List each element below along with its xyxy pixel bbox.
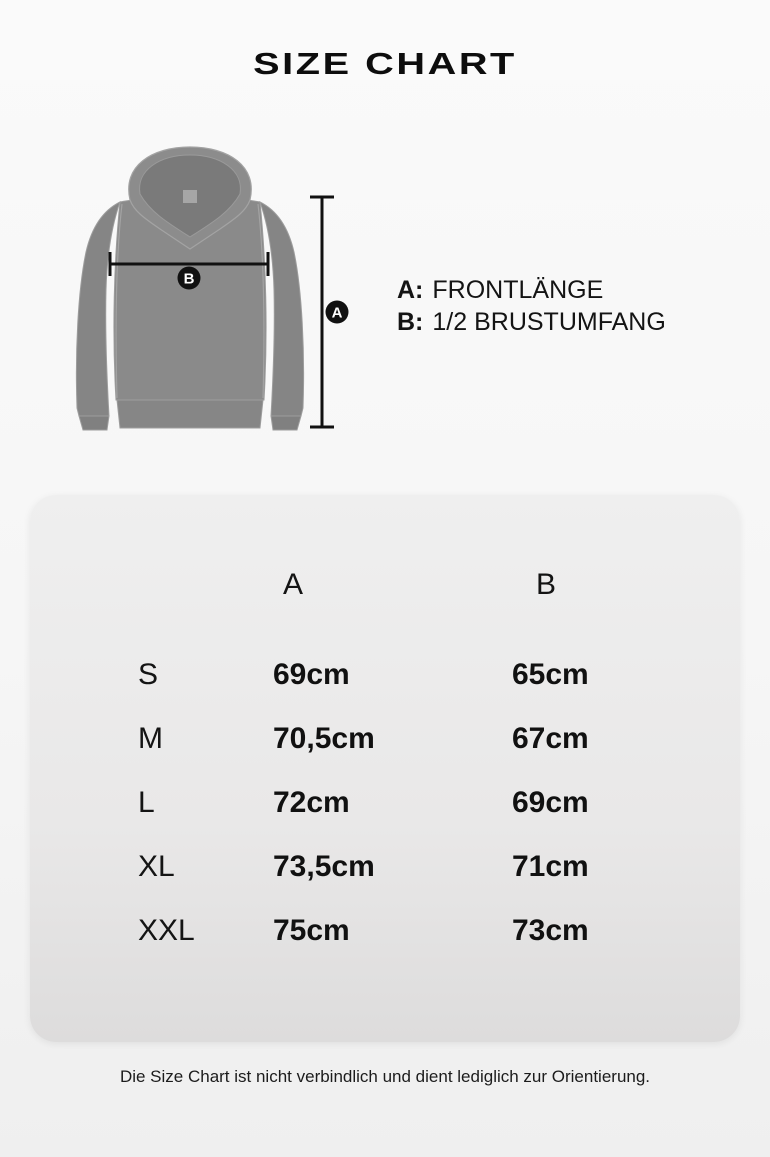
page-title-text: SIZE CHART: [253, 46, 517, 81]
table-header-spacer: [138, 613, 740, 643]
table-row-s-size: S: [138, 658, 159, 691]
table-row-xl-b: 71cm: [512, 850, 589, 883]
table-row-m-size: M: [138, 722, 163, 755]
table-row-xxl-b: 73cm: [512, 914, 589, 947]
table-row-l-size: L: [138, 786, 155, 819]
table-row-xxl-a: 75cm: [273, 914, 350, 947]
hoodie-measurement-diagram: [60, 140, 370, 450]
table-row-s-a: 69cm: [273, 658, 350, 691]
hoodie-right-cuff: [271, 416, 301, 430]
legend-label-b: 1/2 BRUSTUMFANG: [432, 308, 666, 336]
size-table: [30, 495, 740, 963]
legend-row-b: [397, 306, 666, 338]
disclaimer-text: Die Size Chart ist nicht verbindlich und dient lediglich zur Orientierung.: [119, 1067, 651, 1086]
hoodie-neck-label: [183, 190, 197, 203]
table-row-l-a: 72cm: [273, 786, 350, 819]
table-row-xl-a: 73,5cm: [273, 850, 375, 883]
table-row-xxl-size: XXL: [138, 914, 195, 947]
column-header-a: A: [283, 568, 304, 601]
size-column-header: [138, 557, 273, 613]
hoodie-hem-band: [117, 400, 263, 428]
hoodie-illustration: [60, 140, 370, 450]
legend-row-a: [397, 274, 666, 306]
table-row-xl-size: XL: [138, 850, 175, 883]
table-row-l-b: 69cm: [512, 786, 589, 819]
table-row-s-b: 65cm: [512, 658, 589, 691]
table-row-m-b: 67cm: [512, 722, 589, 755]
measure-a-letter: A: [331, 304, 343, 322]
legend-key-a: A:: [397, 276, 424, 304]
measurement-legend: [397, 274, 666, 338]
table-row-m-a: 70,5cm: [273, 722, 375, 755]
measure-b-letter: B: [183, 270, 195, 288]
column-header-b: B: [536, 568, 557, 601]
hoodie-left-cuff: [79, 416, 109, 430]
size-chart-card: [30, 495, 740, 1042]
page-title: [0, 46, 770, 82]
legend-key-b: B:: [397, 308, 424, 336]
legend-label-a: FRONTLÄNGE: [432, 276, 604, 304]
